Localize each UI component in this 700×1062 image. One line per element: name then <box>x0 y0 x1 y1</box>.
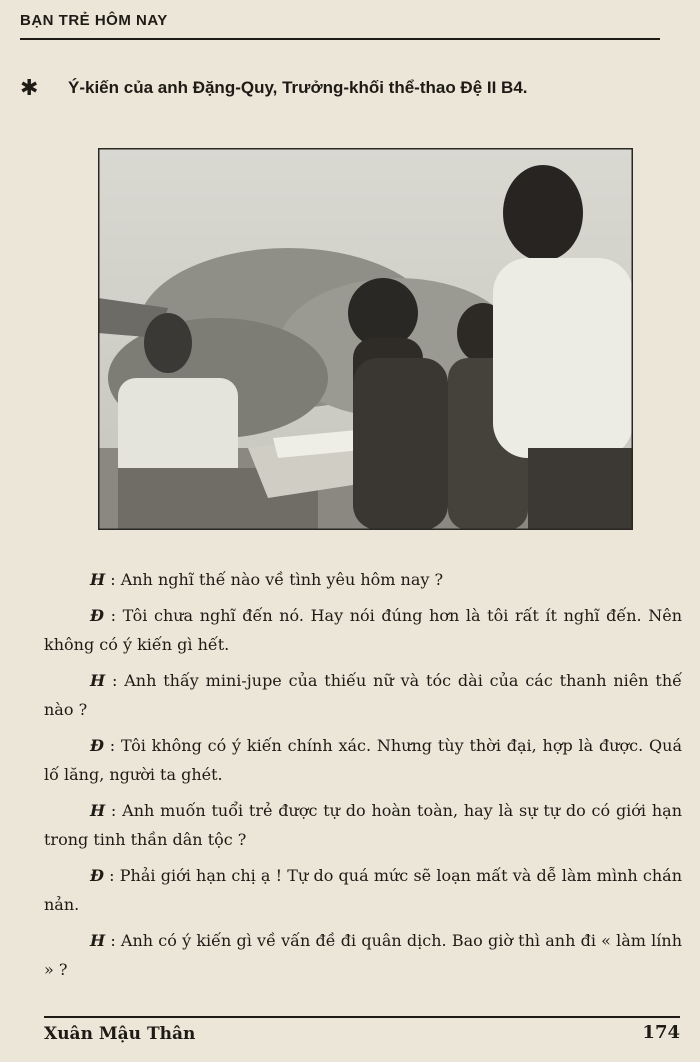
qa-text: Tôi chưa nghĩ đến nó. Hay nói đúng hơn là tôi rất ít nghĩ đến. Nên không có ý kiến gì hết. <box>44 606 682 654</box>
separator: : <box>103 606 123 625</box>
speaker-label: H <box>90 931 106 950</box>
qa-paragraph <box>44 796 682 854</box>
qa-text: Tôi không có ý kiến chính xác. Nhưng tùy thời đại, hợp là được. Quá lố lăng, người ta ghét. <box>44 736 683 784</box>
qa-text: Phải giới hạn chị ạ ! Tự do quá mức sẽ loạn mất và dễ làm mình chán nản. <box>44 866 683 914</box>
star-bullet-icon: ✱ <box>20 76 39 101</box>
qa-paragraph <box>44 565 682 594</box>
speaker-label: Đ <box>90 736 104 755</box>
qa-paragraph <box>44 666 682 724</box>
speaker-label: Đ <box>90 606 104 625</box>
photo-illustration <box>98 148 633 530</box>
footer-issue: Xuân Mậu Thân <box>44 1024 196 1044</box>
photograph <box>98 148 633 530</box>
qa-text: Anh có ý kiến gì về vấn đề đi quân dịch. Bao giờ thì anh đi « làm lính » ? <box>44 931 683 979</box>
qa-text: Anh thấy mini-jupe của thiếu nữ và tóc dài của các thanh niên thế nào ? <box>44 671 683 719</box>
speaker-label: H <box>90 671 106 690</box>
qa-text: Anh muốn tuổi trẻ được tự do hoàn toàn, hay là sự tự do có giới hạn trong tinh thần dân tộc ? <box>44 801 683 849</box>
separator: : <box>105 570 121 589</box>
speaker-label: H <box>90 570 106 589</box>
qa-paragraph <box>44 926 682 984</box>
interview-body <box>44 565 682 991</box>
separator: : <box>105 931 121 950</box>
footer-rule <box>44 1016 680 1018</box>
page-number: 174 <box>642 1022 680 1043</box>
qa-text: Anh nghĩ thế nào về tình yêu hôm nay ? <box>120 570 444 589</box>
running-header: BẠN TRẺ HÔM NAY <box>20 12 168 29</box>
qa-paragraph <box>44 601 682 659</box>
speaker-label: H <box>90 801 106 820</box>
section-title: Ý-kiến của anh Đặng-Quy, Trưởng-khối thể-thao Đệ II B4. <box>68 78 528 97</box>
separator: : <box>103 736 122 755</box>
header-rule <box>20 38 660 40</box>
speaker-label: Đ <box>90 866 104 885</box>
qa-paragraph <box>44 731 682 789</box>
separator: : <box>105 801 123 820</box>
separator: : <box>103 866 120 885</box>
separator: : <box>105 671 125 690</box>
qa-paragraph <box>44 861 682 919</box>
